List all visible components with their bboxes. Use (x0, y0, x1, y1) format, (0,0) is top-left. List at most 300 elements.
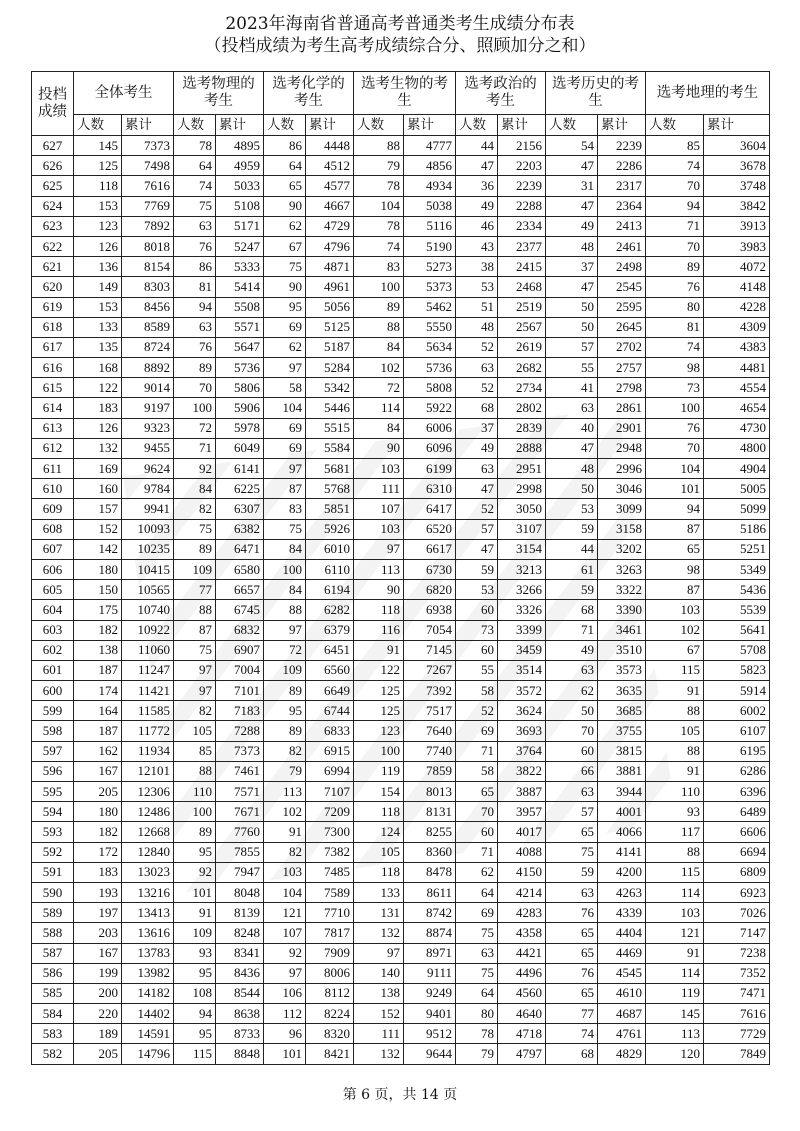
count-cell: 115 (174, 1044, 216, 1064)
count-cell: 205 (74, 1044, 122, 1064)
cumulative-cell: 4283 (498, 903, 546, 923)
cumulative-cell: 3050 (498, 499, 546, 519)
score-cell: 589 (32, 903, 74, 923)
table-row (32, 337, 770, 357)
cumulative-cell: 5333 (216, 257, 264, 277)
count-cell: 203 (74, 923, 122, 943)
cumulative-cell: 12840 (122, 842, 174, 862)
cumulative-cell: 4934 (404, 176, 456, 196)
count-cell: 88 (646, 701, 704, 721)
cumulative-cell: 13783 (122, 943, 174, 963)
count-cell: 88 (646, 741, 704, 761)
cumulative-cell: 8848 (216, 1044, 264, 1064)
cumulative-cell: 8255 (404, 822, 456, 842)
count-cell: 89 (264, 721, 306, 741)
count-cell: 89 (264, 681, 306, 701)
count-cell: 132 (354, 923, 404, 943)
cumulative-cell: 6379 (306, 620, 354, 640)
cumulative-cell: 2901 (598, 418, 646, 438)
count-cell: 98 (646, 358, 704, 378)
count-cell: 142 (74, 539, 122, 559)
count-cell: 122 (74, 378, 122, 398)
count-cell: 77 (174, 580, 216, 600)
cumulative-cell: 5539 (704, 600, 770, 620)
cumulative-cell: 7209 (306, 802, 354, 822)
cumulative-cell: 2203 (498, 156, 546, 176)
cumulative-cell: 5806 (216, 378, 264, 398)
count-cell: 58 (456, 681, 498, 701)
count-cell: 55 (456, 660, 498, 680)
cumulative-cell: 4141 (598, 842, 646, 862)
count-cell: 50 (546, 701, 598, 721)
score-cell: 603 (32, 620, 74, 640)
count-cell: 117 (646, 822, 704, 842)
cumulative-cell: 3213 (498, 559, 546, 579)
count-cell: 49 (456, 438, 498, 458)
count-cell: 95 (264, 297, 306, 317)
cumulative-cell: 5571 (216, 317, 264, 337)
count-cell: 53 (456, 580, 498, 600)
count-cell: 72 (264, 640, 306, 660)
cumulative-cell: 6010 (306, 539, 354, 559)
count-cell: 126 (74, 418, 122, 438)
count-cell: 90 (264, 196, 306, 216)
subheader-count: 人数 (646, 115, 704, 136)
cumulative-cell: 2468 (498, 277, 546, 297)
count-cell: 103 (354, 459, 404, 479)
cumulative-cell: 6286 (704, 761, 770, 781)
table-row (32, 257, 770, 277)
count-cell: 76 (546, 963, 598, 983)
table-row (32, 600, 770, 620)
count-cell: 65 (456, 782, 498, 802)
table-row (32, 681, 770, 701)
count-cell: 120 (646, 1044, 704, 1064)
cumulative-cell: 8971 (404, 943, 456, 963)
cumulative-cell: 7616 (704, 1004, 770, 1024)
cumulative-cell: 5342 (306, 378, 354, 398)
cumulative-cell: 5736 (404, 358, 456, 378)
cumulative-cell: 2996 (598, 459, 646, 479)
count-cell: 88 (174, 600, 216, 620)
count-cell: 152 (74, 519, 122, 539)
score-cell: 615 (32, 378, 74, 398)
count-cell: 149 (74, 277, 122, 297)
cumulative-cell: 5186 (704, 519, 770, 539)
score-cell: 623 (32, 216, 74, 236)
cumulative-cell: 6994 (306, 761, 354, 781)
cumulative-cell: 6820 (404, 580, 456, 600)
table-row (32, 580, 770, 600)
cumulative-cell: 6657 (216, 580, 264, 600)
count-cell: 80 (646, 297, 704, 317)
cumulative-cell: 7392 (404, 681, 456, 701)
cumulative-cell: 6049 (216, 438, 264, 458)
cumulative-cell: 4729 (306, 216, 354, 236)
cumulative-cell: 9784 (122, 479, 174, 499)
count-cell: 118 (354, 862, 404, 882)
score-cell: 622 (32, 236, 74, 256)
score-cell: 612 (32, 438, 74, 458)
cumulative-cell: 4667 (306, 196, 354, 216)
count-cell: 69 (264, 418, 306, 438)
cumulative-cell: 3957 (498, 802, 546, 822)
cumulative-cell: 4263 (598, 882, 646, 902)
score-cell: 625 (32, 176, 74, 196)
cumulative-cell: 2461 (598, 236, 646, 256)
count-cell: 95 (174, 842, 216, 862)
cumulative-cell: 7640 (404, 721, 456, 741)
table-row (32, 963, 770, 983)
cumulative-cell: 6606 (704, 822, 770, 842)
count-cell: 205 (74, 782, 122, 802)
cumulative-cell: 8006 (306, 963, 354, 983)
score-cell: 595 (32, 782, 74, 802)
count-cell: 197 (74, 903, 122, 923)
cumulative-cell: 12306 (122, 782, 174, 802)
cumulative-cell: 5768 (306, 479, 354, 499)
cumulative-cell: 7288 (216, 721, 264, 741)
count-cell: 70 (646, 176, 704, 196)
cumulative-cell: 7892 (122, 216, 174, 236)
cumulative-cell: 3693 (498, 721, 546, 741)
cumulative-cell: 2286 (598, 156, 646, 176)
count-cell: 135 (74, 337, 122, 357)
count-cell: 100 (354, 741, 404, 761)
cumulative-cell: 3572 (498, 681, 546, 701)
count-cell: 94 (646, 196, 704, 216)
cumulative-cell: 4761 (598, 1024, 646, 1044)
count-cell: 131 (354, 903, 404, 923)
count-cell: 97 (354, 943, 404, 963)
cumulative-cell: 7947 (216, 862, 264, 882)
cumulative-cell: 2377 (498, 236, 546, 256)
cumulative-cell: 8478 (404, 862, 456, 882)
cumulative-cell: 7183 (216, 701, 264, 721)
cumulative-cell: 7909 (306, 943, 354, 963)
cumulative-cell: 6225 (216, 479, 264, 499)
cumulative-cell: 12486 (122, 802, 174, 822)
cumulative-cell: 4358 (498, 923, 546, 943)
cumulative-cell: 12668 (122, 822, 174, 842)
cumulative-cell: 5373 (404, 277, 456, 297)
count-cell: 59 (546, 580, 598, 600)
cumulative-cell: 6833 (306, 721, 354, 741)
cumulative-cell: 4148 (704, 277, 770, 297)
count-cell: 111 (354, 479, 404, 499)
count-cell: 49 (456, 196, 498, 216)
cumulative-cell: 4797 (498, 1044, 546, 1064)
cumulative-cell: 4150 (498, 862, 546, 882)
count-cell: 72 (174, 418, 216, 438)
cumulative-cell: 4796 (306, 236, 354, 256)
count-cell: 70 (646, 438, 704, 458)
cumulative-cell: 7498 (122, 156, 174, 176)
cumulative-cell: 7373 (216, 741, 264, 761)
count-cell: 87 (174, 620, 216, 640)
count-cell: 46 (456, 216, 498, 236)
cumulative-cell: 5926 (306, 519, 354, 539)
cumulative-cell: 8154 (122, 257, 174, 277)
cumulative-cell: 9624 (122, 459, 174, 479)
cumulative-cell: 4404 (598, 923, 646, 943)
count-cell: 95 (174, 963, 216, 983)
count-cell: 102 (354, 358, 404, 378)
cumulative-cell: 9455 (122, 438, 174, 458)
count-cell: 65 (546, 923, 598, 943)
count-cell: 113 (264, 782, 306, 802)
count-cell: 81 (174, 277, 216, 297)
cumulative-cell: 8018 (122, 236, 174, 256)
count-cell: 82 (264, 842, 306, 862)
count-cell: 63 (174, 317, 216, 337)
count-cell: 47 (546, 196, 598, 216)
count-cell: 183 (74, 398, 122, 418)
count-cell: 64 (174, 156, 216, 176)
cumulative-cell: 6310 (404, 479, 456, 499)
count-cell: 123 (354, 721, 404, 741)
cumulative-cell: 5462 (404, 297, 456, 317)
count-cell: 36 (456, 176, 498, 196)
cumulative-cell: 7571 (216, 782, 264, 802)
count-cell: 31 (546, 176, 598, 196)
count-cell: 50 (546, 297, 598, 317)
count-cell: 75 (456, 923, 498, 943)
count-cell: 115 (646, 660, 704, 680)
cumulative-cell: 8724 (122, 337, 174, 357)
cumulative-cell: 7382 (306, 842, 354, 862)
count-cell: 60 (456, 640, 498, 660)
cumulative-cell: 9014 (122, 378, 174, 398)
cumulative-cell: 5508 (216, 297, 264, 317)
count-cell: 220 (74, 1004, 122, 1024)
table-row (32, 519, 770, 539)
cumulative-cell: 6417 (404, 499, 456, 519)
cumulative-cell: 11060 (122, 640, 174, 660)
cumulative-cell: 7589 (306, 882, 354, 902)
count-cell: 64 (456, 882, 498, 902)
cumulative-cell: 4309 (704, 317, 770, 337)
count-cell: 116 (354, 620, 404, 640)
cumulative-cell: 5273 (404, 257, 456, 277)
subheader-count: 人数 (264, 115, 306, 136)
count-cell: 89 (174, 822, 216, 842)
cumulative-cell: 7849 (704, 1044, 770, 1064)
cumulative-cell: 6907 (216, 640, 264, 660)
cumulative-cell: 6694 (704, 842, 770, 862)
cumulative-cell: 14591 (122, 1024, 174, 1044)
count-cell: 94 (646, 499, 704, 519)
count-cell: 63 (174, 216, 216, 236)
count-cell: 75 (174, 519, 216, 539)
cumulative-cell: 6382 (216, 519, 264, 539)
table-row (32, 862, 770, 882)
count-cell: 63 (546, 660, 598, 680)
count-cell: 62 (546, 681, 598, 701)
cumulative-cell: 8733 (216, 1024, 264, 1044)
count-cell: 47 (456, 539, 498, 559)
count-cell: 43 (456, 236, 498, 256)
table-row (32, 479, 770, 499)
count-cell: 44 (546, 539, 598, 559)
count-cell: 48 (546, 236, 598, 256)
cumulative-cell: 4512 (306, 156, 354, 176)
score-cell: 598 (32, 721, 74, 741)
count-cell: 92 (174, 862, 216, 882)
count-cell: 101 (646, 479, 704, 499)
subheader-cumulative: 累计 (598, 115, 646, 136)
cumulative-cell: 9323 (122, 418, 174, 438)
count-cell: 123 (74, 216, 122, 236)
table-row (32, 297, 770, 317)
cumulative-cell: 4856 (404, 156, 456, 176)
score-cell: 593 (32, 822, 74, 842)
cumulative-cell: 5922 (404, 398, 456, 418)
subheader-cumulative: 累计 (498, 115, 546, 136)
count-cell: 52 (456, 499, 498, 519)
cumulative-cell: 6282 (306, 600, 354, 620)
count-cell: 109 (174, 923, 216, 943)
cumulative-cell: 3099 (598, 499, 646, 519)
cumulative-cell: 3573 (598, 660, 646, 680)
score-cell: 590 (32, 882, 74, 902)
table-row (32, 459, 770, 479)
count-cell: 132 (354, 1044, 404, 1064)
count-cell: 110 (174, 782, 216, 802)
count-cell: 49 (546, 640, 598, 660)
cumulative-cell: 8544 (216, 983, 264, 1003)
cumulative-cell: 5808 (404, 378, 456, 398)
count-cell: 89 (646, 257, 704, 277)
score-cell: 609 (32, 499, 74, 519)
cumulative-cell: 3842 (704, 196, 770, 216)
table-row (32, 438, 770, 458)
table-row (32, 903, 770, 923)
document-subtitle: （投档成绩为考生高考成绩综合分、照顾加分之和） (204, 36, 596, 56)
cumulative-cell: 5647 (216, 337, 264, 357)
cumulative-cell: 2334 (498, 216, 546, 236)
count-cell: 91 (354, 640, 404, 660)
cumulative-cell: 2619 (498, 337, 546, 357)
score-cell: 617 (32, 337, 74, 357)
cumulative-cell: 6915 (306, 741, 354, 761)
cumulative-cell: 9111 (404, 963, 456, 983)
cumulative-cell: 4383 (704, 337, 770, 357)
count-cell: 153 (74, 297, 122, 317)
cumulative-cell: 8341 (216, 943, 264, 963)
count-cell: 103 (264, 862, 306, 882)
count-cell: 154 (354, 782, 404, 802)
count-cell: 105 (646, 721, 704, 741)
count-cell: 83 (264, 499, 306, 519)
count-cell: 91 (646, 761, 704, 781)
count-cell: 74 (354, 236, 404, 256)
count-cell: 87 (646, 519, 704, 539)
count-cell: 84 (174, 479, 216, 499)
cumulative-cell: 5125 (306, 317, 354, 337)
count-cell: 88 (174, 761, 216, 781)
table-row (32, 782, 770, 802)
subheader-cumulative: 累计 (704, 115, 770, 136)
cumulative-cell: 10093 (122, 519, 174, 539)
score-cell: 606 (32, 559, 74, 579)
table-row (32, 842, 770, 862)
cumulative-cell: 8742 (404, 903, 456, 923)
count-cell: 182 (74, 620, 122, 640)
score-cell: 610 (32, 479, 74, 499)
cumulative-cell: 9249 (404, 983, 456, 1003)
cumulative-cell: 7145 (404, 640, 456, 660)
score-cell: 596 (32, 761, 74, 781)
cumulative-cell: 7300 (306, 822, 354, 842)
cumulative-cell: 5914 (704, 681, 770, 701)
cumulative-cell: 7026 (704, 903, 770, 923)
cumulative-cell: 4481 (704, 358, 770, 378)
cumulative-cell: 4228 (704, 297, 770, 317)
count-cell: 65 (646, 539, 704, 559)
count-cell: 44 (456, 136, 498, 156)
cumulative-cell: 6617 (404, 539, 456, 559)
score-cell: 594 (32, 802, 74, 822)
count-cell: 84 (264, 580, 306, 600)
cumulative-cell: 4577 (306, 176, 354, 196)
cumulative-cell: 8874 (404, 923, 456, 943)
cumulative-cell: 6560 (306, 660, 354, 680)
count-cell: 64 (264, 156, 306, 176)
count-cell: 88 (354, 317, 404, 337)
count-cell: 84 (264, 539, 306, 559)
count-cell: 69 (264, 438, 306, 458)
cumulative-cell: 4640 (498, 1004, 546, 1024)
score-cell: 583 (32, 1024, 74, 1044)
count-cell: 71 (456, 741, 498, 761)
cumulative-cell: 7238 (704, 943, 770, 963)
count-cell: 47 (546, 156, 598, 176)
cumulative-cell: 7517 (404, 701, 456, 721)
count-cell: 77 (546, 1004, 598, 1024)
count-cell: 180 (74, 802, 122, 822)
table-row (32, 418, 770, 438)
cumulative-cell: 2802 (498, 398, 546, 418)
count-cell: 152 (354, 1004, 404, 1024)
table-row (32, 559, 770, 579)
cumulative-cell: 2798 (598, 378, 646, 398)
count-cell: 63 (546, 398, 598, 418)
subheader-count: 人数 (174, 115, 216, 136)
cumulative-cell: 4829 (598, 1044, 646, 1064)
cumulative-cell: 7147 (704, 923, 770, 943)
score-cell: 597 (32, 741, 74, 761)
count-cell: 122 (354, 660, 404, 680)
count-cell: 89 (354, 297, 404, 317)
count-cell: 104 (264, 398, 306, 418)
count-cell: 119 (354, 761, 404, 781)
count-cell: 37 (456, 418, 498, 438)
count-cell: 57 (456, 519, 498, 539)
cumulative-cell: 4469 (598, 943, 646, 963)
cumulative-cell: 5033 (216, 176, 264, 196)
cumulative-cell: 5038 (404, 196, 456, 216)
cumulative-cell: 12101 (122, 761, 174, 781)
cumulative-cell: 2839 (498, 418, 546, 438)
score-column-header: 投档成绩 (32, 72, 74, 136)
count-cell: 90 (264, 277, 306, 297)
score-cell: 627 (32, 136, 74, 156)
count-cell: 48 (456, 317, 498, 337)
cumulative-cell: 5436 (704, 580, 770, 600)
score-cell: 620 (32, 277, 74, 297)
count-cell: 75 (546, 842, 598, 862)
